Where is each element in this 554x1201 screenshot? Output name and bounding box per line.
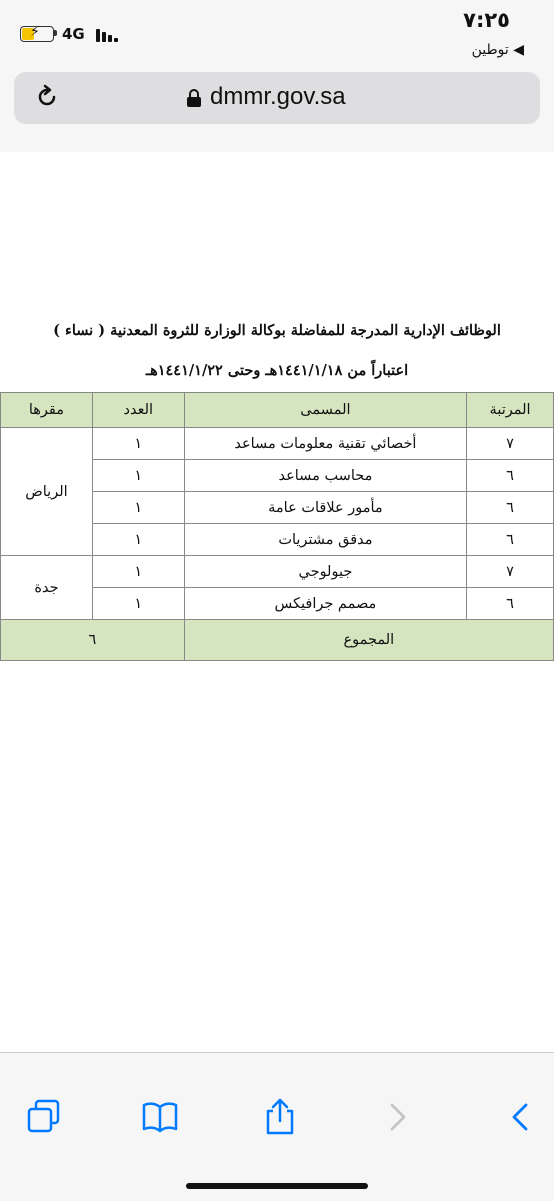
battery-tip <box>54 30 57 36</box>
cell-location-jeddah: جدة <box>1 556 93 620</box>
cell-rank: ٧ <box>467 428 554 460</box>
cell-count: ١ <box>92 524 184 556</box>
reload-icon[interactable] <box>34 84 60 110</box>
cell-count: ١ <box>92 428 184 460</box>
table-total-row <box>1 620 554 661</box>
cell-rank: ٦ <box>467 492 554 524</box>
table-header-row <box>1 393 554 428</box>
cell-count: ١ <box>92 492 184 524</box>
total-label: المجموع <box>184 620 553 661</box>
document-subtitle: اعتباراً من ١٤٤١/١/١٨هـ وحتى ١٤٤١/١/٢٢هـ <box>145 362 409 379</box>
cell-title: محاسب مساعد <box>184 460 466 492</box>
url-text[interactable]: dmmr.gov.sa <box>210 83 346 110</box>
forward-icon[interactable] <box>378 1097 418 1137</box>
header-location: مقرها <box>1 393 93 428</box>
table-row <box>1 556 554 588</box>
charging-bolt-icon: ⚡ <box>30 24 40 40</box>
header-title: المسمى <box>184 393 466 428</box>
network-type: 4G <box>62 25 85 43</box>
cell-count: ١ <box>92 588 184 620</box>
header-count: العدد <box>92 393 184 428</box>
header-rank: المرتبة <box>467 393 554 428</box>
cell-title: جيولوجي <box>184 556 466 588</box>
home-indicator <box>186 1183 368 1189</box>
lock-icon <box>186 88 202 108</box>
bookmarks-icon[interactable] <box>140 1097 180 1137</box>
status-bar <box>0 0 554 70</box>
cell-rank: ٦ <box>467 588 554 620</box>
back-to-app-link[interactable]: ◀ توطين <box>471 42 524 58</box>
cell-title: مصمم جرافيكس <box>184 588 466 620</box>
table-row <box>1 428 554 460</box>
cell-rank: ٧ <box>467 556 554 588</box>
cell-count: ١ <box>92 556 184 588</box>
browser-toolbar <box>0 1052 554 1201</box>
signal-icon <box>96 26 122 42</box>
document-page <box>0 152 554 1052</box>
cell-rank: ٦ <box>467 524 554 556</box>
jobs-table <box>0 392 554 661</box>
clock: ٧:٢٥ <box>463 8 510 32</box>
tabs-icon[interactable] <box>24 1097 64 1137</box>
document-title: الوظائف الإدارية المدرجة للمفاضلة بوكالة الوزارة للثروة المعدنية ( نساء ) <box>53 322 501 339</box>
cell-title: أخصائي تقنية معلومات مساعد <box>184 428 466 460</box>
total-value: ٦ <box>1 620 185 661</box>
browser-header <box>0 70 554 153</box>
address-bar[interactable] <box>14 72 540 124</box>
cell-count: ١ <box>92 460 184 492</box>
cell-rank: ٦ <box>467 460 554 492</box>
cell-title: مأمور علاقات عامة <box>184 492 466 524</box>
cell-location-riyadh: الرياض <box>1 428 93 556</box>
cell-title: مدقق مشتريات <box>184 524 466 556</box>
share-icon[interactable] <box>260 1097 300 1137</box>
back-icon[interactable] <box>500 1097 540 1137</box>
